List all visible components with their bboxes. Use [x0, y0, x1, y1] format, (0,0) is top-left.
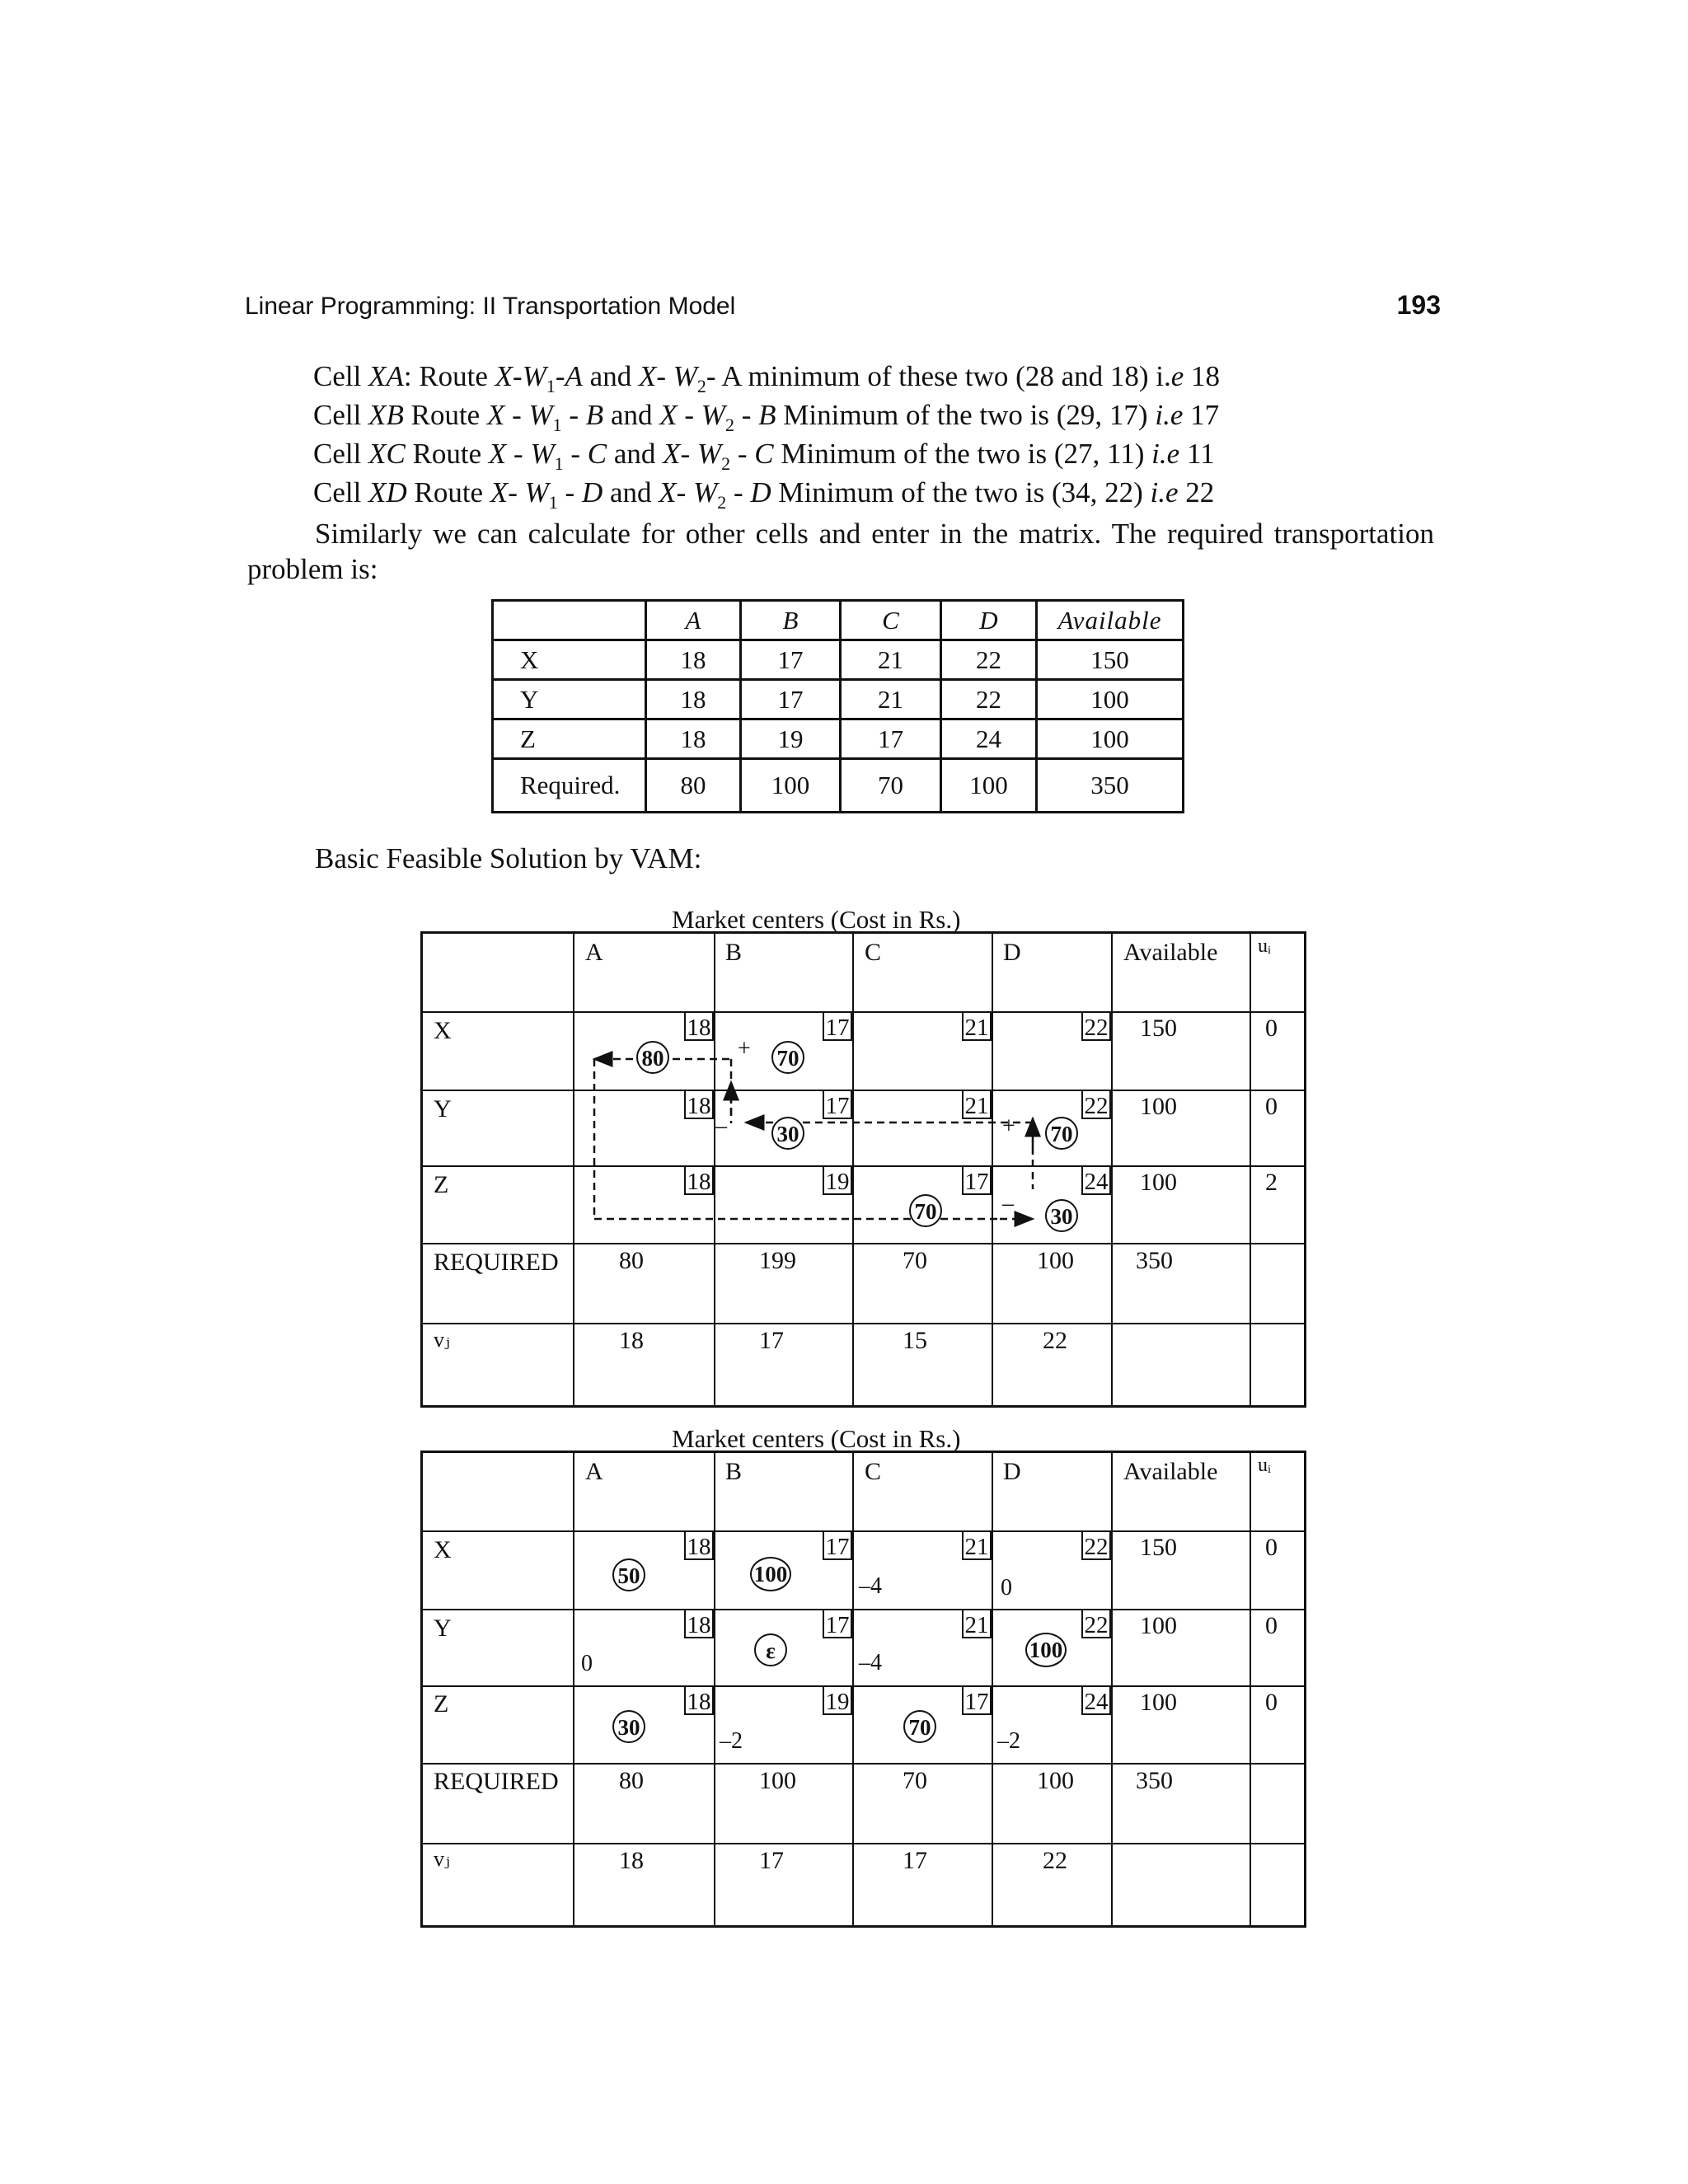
section-title: Basic Feasible Solution by VAM: — [315, 842, 702, 874]
cell: 350 — [1037, 759, 1184, 813]
available-total: 350 — [1136, 1767, 1173, 1794]
required-a: 80 — [619, 1767, 644, 1794]
tableau1 — [420, 931, 1306, 1408]
required-a: 80 — [619, 1247, 644, 1274]
cell: 17 — [841, 719, 941, 759]
cost-ya: 18 — [684, 1090, 714, 1119]
paragraph: Similarly we can calculate for other cells and enter in the matrix. The required transportation problem is: — [247, 518, 1434, 585]
cost-xa: 18 — [684, 1530, 714, 1560]
u-z: 0 — [1265, 1689, 1278, 1716]
text-line-xa: Cell XA: Route $X-W_1-A$ and X- $W_2-$ A minimum of these two (28 and 18) i.e 18 — [313, 360, 1221, 396]
col-head-b: B — [725, 939, 743, 966]
v-b: 17 — [759, 1847, 784, 1874]
required-d: 100 — [1037, 1767, 1074, 1794]
cost-xd: 22 — [1081, 1011, 1111, 1041]
cell: 24 — [941, 719, 1037, 759]
alloc-yb: ε — [754, 1633, 787, 1666]
alloc-zc: 70 — [903, 1710, 936, 1743]
col-head-available: Available — [1123, 1458, 1218, 1485]
col-head-b: B — [725, 1458, 743, 1485]
cell: 21 — [841, 680, 941, 719]
alloc-zc: 70 — [909, 1194, 942, 1227]
row-head-x: X — [434, 1536, 452, 1563]
cell: 70 — [841, 759, 941, 813]
col-head-u: uᵢ — [1258, 935, 1271, 957]
cell: 18 — [646, 719, 741, 759]
u-x: 0 — [1265, 1534, 1278, 1561]
cost-table-col-available: Available — [1037, 601, 1184, 640]
delta-xd: 0 — [1001, 1575, 1012, 1601]
text-line-xc: Cell XC Route X - $W_1$ - C and X- $W_2$ - C Minimum of the two is (27, 11) i.e 11 — [313, 438, 1215, 474]
text-line-xd: Cell XD Route X- $W_1$ - D and X- $W_2$ - D Minimum of the two is (34, 22) i.e 22 — [313, 476, 1215, 513]
sign-xb: + — [738, 1036, 751, 1062]
cell: 22 — [941, 640, 1037, 680]
required-b: 100 — [759, 1767, 796, 1794]
tableau2-caption: Market centers (Cost in Rs.) — [672, 1424, 961, 1453]
col-head-a: A — [585, 1458, 603, 1485]
v-c: 15 — [903, 1327, 927, 1354]
required-b: 199 — [759, 1247, 796, 1274]
cost-zd: 24 — [1081, 1165, 1111, 1195]
row-head-required: REQUIRED — [434, 1249, 559, 1276]
cost-xd: 22 — [1081, 1530, 1111, 1560]
alloc-xb: 70 — [771, 1041, 804, 1074]
col-head-u: uᵢ — [1258, 1455, 1271, 1476]
row-head-y: Y — [434, 1095, 452, 1122]
sign-yd: + — [1002, 1113, 1015, 1139]
row-label: Z — [493, 719, 646, 759]
delta-yc: –4 — [859, 1650, 882, 1675]
cell: 100 — [941, 759, 1037, 813]
available-z: 100 — [1140, 1689, 1177, 1716]
cell: 19 — [741, 719, 841, 759]
cost-table-col-b: B — [741, 601, 841, 640]
u-y: 0 — [1265, 1612, 1278, 1639]
cost-table-col-a: A — [646, 601, 741, 640]
cost-table-corner — [493, 601, 646, 640]
cost-table-row — [493, 640, 1184, 680]
u-y: 0 — [1265, 1093, 1278, 1120]
cell: 22 — [941, 680, 1037, 719]
cost-table-col-c: C — [841, 601, 941, 640]
cost-yc: 21 — [962, 1090, 992, 1119]
tableau2 — [420, 1451, 1306, 1928]
u-z: 2 — [1265, 1169, 1278, 1196]
cost-yc: 21 — [962, 1609, 992, 1638]
cost-yd: 22 — [1081, 1609, 1111, 1638]
v-a: 18 — [619, 1327, 644, 1354]
v-c: 17 — [903, 1847, 927, 1874]
text-line-xb: Cell XB Route X - $W_1$ - B and X - $W_2$ - B Minimum of the two is (29, 17) i.e 17 — [313, 399, 1220, 435]
cell: 80 — [646, 759, 741, 813]
row-head-z: Z — [434, 1690, 449, 1718]
tableau1-caption: Market centers (Cost in Rs.) — [672, 905, 961, 934]
cost-table-row — [493, 719, 1184, 759]
cost-ya: 18 — [684, 1609, 714, 1638]
cell: 17 — [741, 640, 841, 680]
row-head-v: vⱼ — [434, 1847, 450, 1871]
available-total: 350 — [1136, 1247, 1173, 1274]
cost-zb: 19 — [823, 1165, 852, 1195]
row-head-z: Z — [434, 1171, 449, 1198]
cost-yb: 17 — [823, 1609, 852, 1638]
row-label: X — [493, 640, 646, 680]
col-head-d: D — [1003, 1458, 1021, 1485]
available-x: 150 — [1140, 1015, 1177, 1042]
cost-yd: 22 — [1081, 1090, 1111, 1119]
v-d: 22 — [1043, 1327, 1067, 1354]
cost-za: 18 — [684, 1685, 714, 1715]
u-x: 0 — [1265, 1015, 1278, 1042]
available-z: 100 — [1140, 1169, 1177, 1196]
cell: 100 — [741, 759, 841, 813]
delta-zb: –2 — [720, 1728, 743, 1754]
row-head-required: REQUIRED — [434, 1768, 559, 1795]
delta-xc: –4 — [859, 1573, 882, 1599]
cost-zc: 17 — [962, 1165, 992, 1195]
v-a: 18 — [619, 1847, 644, 1874]
row-label: Required. — [493, 759, 646, 813]
cell: 18 — [646, 680, 741, 719]
alloc-yb: 30 — [771, 1117, 804, 1150]
cost-zd: 24 — [1081, 1685, 1111, 1715]
alloc-yd: 70 — [1045, 1117, 1078, 1150]
cost-table-header-row — [493, 601, 1184, 640]
cost-zc: 17 — [962, 1685, 992, 1715]
row-head-x: X — [434, 1017, 452, 1044]
cell: 17 — [741, 680, 841, 719]
row-head-v: vⱼ — [434, 1328, 450, 1352]
v-d: 22 — [1043, 1847, 1067, 1874]
required-d: 100 — [1037, 1247, 1074, 1274]
cost-za: 18 — [684, 1165, 714, 1195]
alloc-xa: 80 — [636, 1041, 669, 1074]
row-label: Y — [493, 680, 646, 719]
cost-table-row — [493, 680, 1184, 719]
alloc-xb: 100 — [750, 1557, 791, 1591]
cost-xc: 21 — [962, 1011, 992, 1041]
row-head-y: Y — [434, 1615, 452, 1642]
required-c: 70 — [903, 1767, 927, 1794]
cell: 100 — [1037, 719, 1184, 759]
alloc-za: 30 — [612, 1710, 645, 1743]
required-c: 70 — [903, 1247, 927, 1274]
available-x: 150 — [1140, 1534, 1177, 1561]
available-y: 100 — [1140, 1093, 1177, 1120]
available-y: 100 — [1140, 1612, 1177, 1639]
col-head-a: A — [585, 939, 603, 966]
cost-xa: 18 — [684, 1011, 714, 1041]
cost-xc: 21 — [962, 1530, 992, 1560]
cell: 100 — [1037, 680, 1184, 719]
sign-yb: – — [715, 1113, 727, 1139]
col-head-d: D — [1003, 939, 1021, 966]
cost-xb: 17 — [823, 1530, 852, 1560]
cost-xb: 17 — [823, 1011, 852, 1041]
alloc-yd: 100 — [1025, 1633, 1067, 1667]
v-b: 17 — [759, 1327, 784, 1354]
col-head-available: Available — [1123, 939, 1218, 966]
cost-table-col-d: D — [941, 601, 1037, 640]
cost-yb: 17 — [823, 1090, 852, 1119]
cell: 150 — [1037, 640, 1184, 680]
cost-zb: 19 — [823, 1685, 852, 1715]
cost-table-row — [493, 759, 1184, 813]
cost-table — [491, 599, 1184, 813]
col-head-c: C — [865, 939, 882, 966]
delta-ya: 0 — [581, 1651, 593, 1676]
sign-zd: – — [1002, 1191, 1014, 1216]
cell: 21 — [841, 640, 941, 680]
delta-zd: –2 — [997, 1728, 1020, 1754]
col-head-c: C — [865, 1458, 882, 1485]
running-header-title: Linear Programming: II Transportation Model — [245, 293, 736, 320]
page-number: 193 — [1396, 290, 1441, 320]
cell: 18 — [646, 640, 741, 680]
alloc-zd: 30 — [1045, 1199, 1078, 1232]
alloc-xa: 50 — [612, 1558, 645, 1591]
